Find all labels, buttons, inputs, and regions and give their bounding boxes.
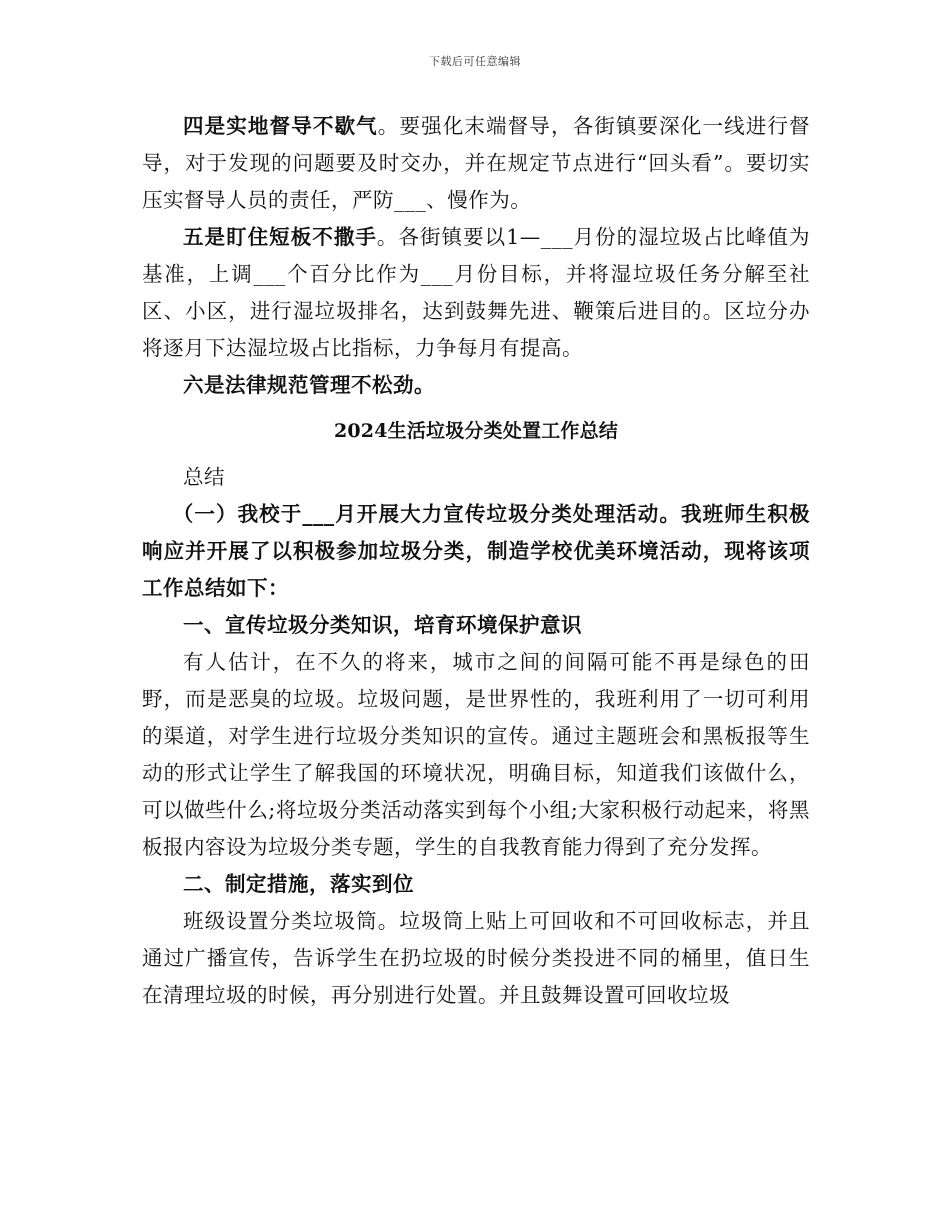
- document-body: [142, 108, 810, 1014]
- section-heading: 一、宣传垃圾分类知识，培育环境保护意识: [183, 613, 582, 637]
- paragraph-law: 六是法律规范管理不松劲。: [183, 373, 435, 397]
- section-paragraph: 班级设置分类垃圾筒。垃圾筒上贴上可回收和不可回收标志，并且通过广播宣传，告诉学生在扔垃圾的时候分类投进不同的桶里，值日生在清理垃圾的时候，再分别进行处置。并且鼓舞设置可回收垃圾: [142, 909, 810, 1007]
- paragraph-supervision: [142, 108, 810, 219]
- intro-paragraph: （一）我校于___月开展大力宣传垃圾分类处理活动。我班师生积极响应并开展了以积极参加垃圾分类，制造学校优美环境活动，现将该项工作总结如下：: [142, 502, 810, 600]
- paragraph-text: 。各街镇要以1—___月份的湿垃圾占比峰值为基准，上调___个百分比作为___月份目标，并将湿垃圾任务分解至社区、小区，进行湿垃圾排名，达到鼓舞先进、鞭策后进目的。区垃分办将逐月下达湿垃圾占比指标，力争每月有提高。: [142, 225, 811, 360]
- page-header: 下载后可任意编辑: [429, 55, 521, 68]
- paragraph-text: 。要强化末端督导，各街镇要深化一线进行督导，对于发现的问题要及时交办，并在规定节点进行“回头看”。要切实压实督导人员的责任，严防___、慢作为。: [142, 114, 811, 212]
- section-heading: 二、制定措施，落实到位: [183, 872, 414, 896]
- paragraph-lead: 五是盯住短板不撒手: [183, 225, 377, 249]
- summary-label: 总结: [183, 465, 225, 489]
- document-title: 2024生活垃圾分类处置工作总结: [333, 420, 619, 442]
- paragraph-lead: 四是实地督导不歇气: [183, 114, 378, 138]
- section-paragraph: 有人估计，在不久的将来，城市之间的间隔可能不再是绿色的田野，而是恶臭的垃圾。垃圾问题，是世界性的，我班利用了一切可利用的渠道，对学生进行垃圾分类知识的宣传。通过主题班会和黑板报等生动的形式让学生了解我国的环境状况，明确目标，知道我们该做什么，可以做些什么;将垃圾分类活动落实到每个小组;大家积极行动起来，将黑板报内容设为垃圾分类专题，学生的自我教育能力得到了充分发挥。: [142, 650, 810, 859]
- paragraph-shortcomings: [142, 219, 810, 367]
